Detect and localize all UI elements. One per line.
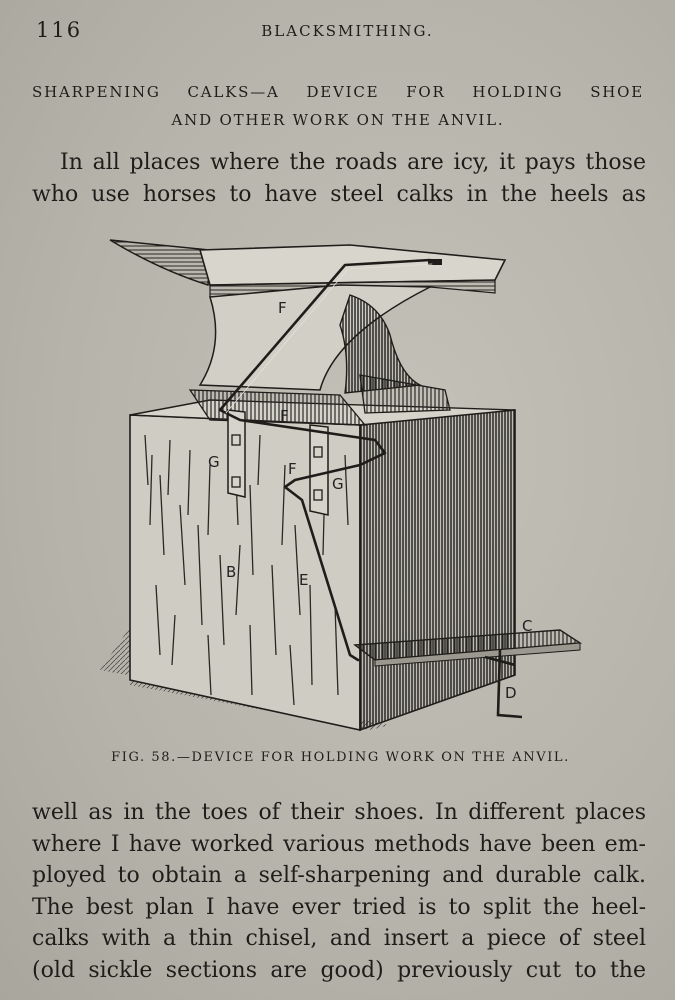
clip-g-left <box>228 410 245 497</box>
text-line: well as in the toes of their shoes. In different places <box>32 800 646 825</box>
figure-caption: FIG. 58.—DEVICE FOR HOLDING WORK ON THE ANVIL. <box>111 750 570 765</box>
label-g-right: G <box>332 475 344 493</box>
label-f-upper: F <box>278 299 287 317</box>
running-head: BLACKSMITHING. <box>261 22 434 40</box>
text-line: ployed to obtain a self-sharpening and durable calk. <box>32 863 646 888</box>
text-line: who use horses to have steel calks in the heels as <box>32 181 646 207</box>
section-title-line-1: SHARPENING CALKS—A DEVICE FOR HOLDING SHOE <box>32 83 644 101</box>
text-line: (old sickle sections are good) previously cut to the <box>32 957 646 983</box>
label-c: C <box>522 617 533 635</box>
label-g-left: G <box>208 453 220 471</box>
anvil <box>110 240 505 425</box>
label-b: B <box>226 563 237 581</box>
text-line: where I have worked various methods have been em- <box>32 831 646 857</box>
text-line: In all places where the roads are icy, it pays those <box>60 150 646 175</box>
label-f-middle: F <box>280 407 289 425</box>
anvil-illustration <box>90 225 590 745</box>
text-line: The best plan I have ever tried is to split the heel- <box>32 894 646 920</box>
text-line: calks with a thin chisel, and insert a piece of steel <box>32 926 646 951</box>
clip-g-right <box>310 425 328 515</box>
label-d: D <box>505 684 517 702</box>
paragraph-bottom <box>32 797 646 986</box>
section-title <box>32 78 644 134</box>
label-f-lower: F <box>288 460 297 478</box>
label-e: E <box>299 571 309 589</box>
section-title-line-2: AND OTHER WORK ON THE ANVIL. <box>171 111 505 129</box>
page-number: 116 <box>36 18 83 42</box>
paragraph-top <box>32 147 646 210</box>
